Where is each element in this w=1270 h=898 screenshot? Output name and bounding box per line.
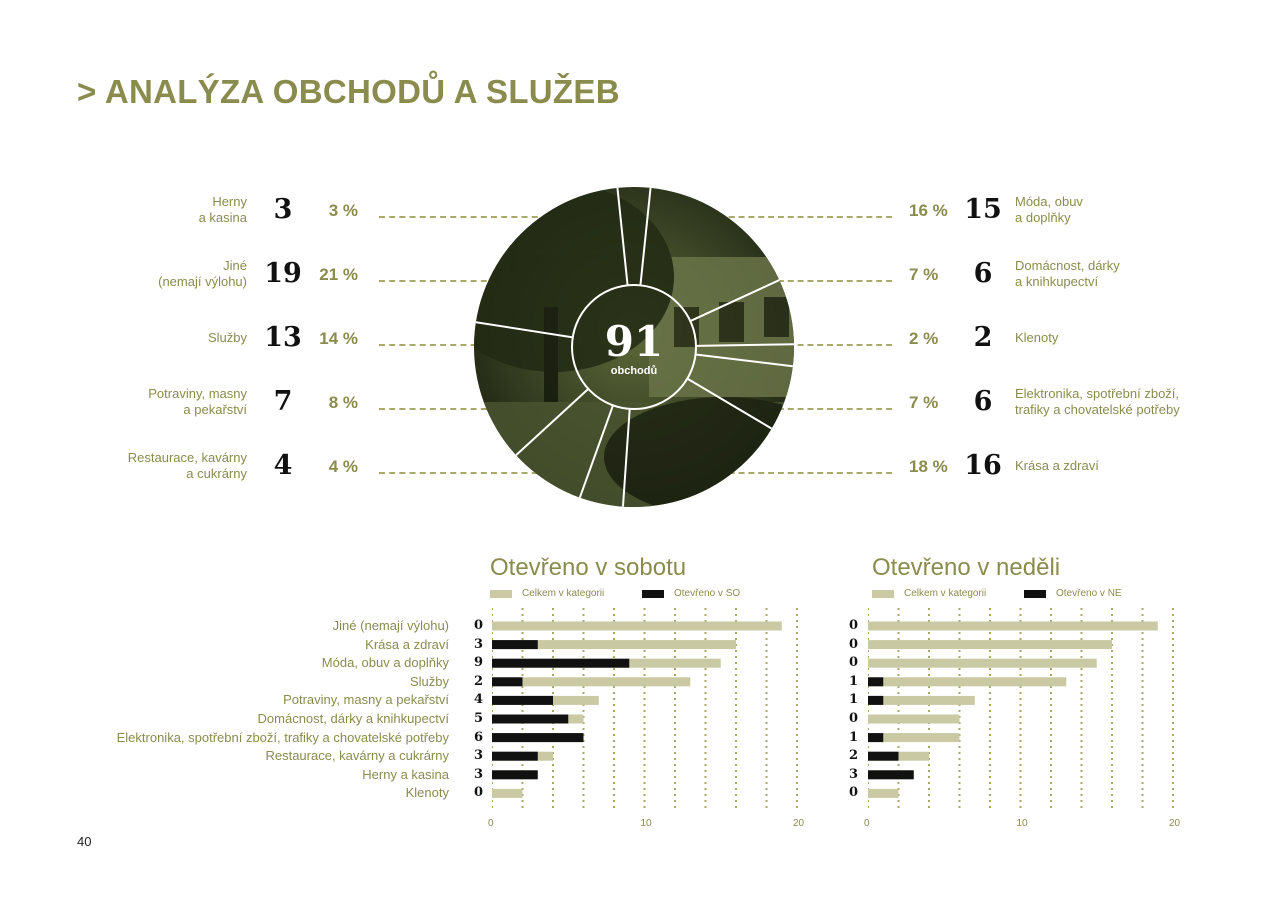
category-count: 16 [964,450,1002,481]
shops-pie-chart [474,187,794,507]
legend-swatch [490,590,512,598]
bar-open [868,770,914,779]
bar-total [868,640,1112,649]
shops-pie-photo [474,187,794,507]
bar-value-label: 3 [474,636,484,652]
category-percent: 4 % [328,457,358,476]
bar-open [492,752,538,761]
bar-category-label: Domácnost, dárky a knihkupectví [257,711,449,726]
category-label-right [1015,458,1099,474]
legend-item-open [1024,588,1122,599]
legend-item-total [490,588,604,599]
bar-total [868,659,1097,668]
bar-open [868,696,883,705]
bar-value-label: 3 [474,748,484,764]
category-label-right [1015,194,1083,226]
category-label-left [148,386,247,418]
bar-value-label: 1 [849,692,859,708]
category-count: 2 [973,322,993,353]
category-label-line: Móda, obuv [1015,194,1083,209]
bar-value-label: 0 [474,618,484,633]
bar-plot [492,608,812,818]
bar-open [868,752,899,761]
bar-category-label: Móda, obuv a doplňky [321,655,449,671]
chart-title: Otevřeno v sobotu [490,554,687,581]
bar-value-label: 3 [849,766,859,782]
bar-category-label: Restaurace, kavárny a cukrárny [265,748,449,764]
category-label-line: Jiné [223,258,247,273]
category-label-line: trafiky a chovatelské potřeby [1015,402,1180,417]
bar-value-label: 0 [849,785,859,801]
bar-category-label: Krása a zdraví [365,636,449,652]
bar-total [492,622,782,631]
legend-item-open [642,588,740,599]
bar-total [868,696,975,705]
bar-open [492,770,538,779]
center-total: 91 [604,317,664,366]
bar-category-label: Herny a kasina [362,766,449,782]
category-label-line: Herny [212,194,247,209]
page-title: > ANALÝZA OBCHODŮ A SLUŽEB [77,73,620,110]
category-label-line: Služby [207,330,247,345]
bar-value-label: 1 [849,673,859,689]
bar-open [492,733,584,742]
category-count: 7 [273,386,293,417]
bar-value-label: 0 [849,618,859,633]
category-label-line: a pekařství [183,402,247,417]
bar-category-label: Služby [409,673,449,689]
bar-total [492,789,523,798]
category-count: 13 [264,322,302,353]
category-label-line: a doplňky [1015,210,1071,225]
legend-label: Otevřeno v SO [674,588,741,599]
category-label-left [199,194,247,226]
legend-label: Celkem v kategorii [522,588,605,599]
category-label-line: Domácnost, dárky [1015,258,1120,273]
bar-value-label: 6 [474,729,484,745]
bar-open [868,677,883,686]
bar-open [492,715,568,724]
x-tick-label: 0 [488,818,494,829]
category-percent: 7 % [909,393,939,412]
bar-open [868,733,883,742]
bar-total [868,789,899,798]
category-count: 4 [273,450,293,481]
bar-value-label: 4 [474,692,484,708]
bar-plot [868,608,1188,818]
category-percent: 21 % [319,265,358,284]
category-label-line: Krása a zdraví [1015,458,1099,473]
bar-value-label: 5 [474,711,484,726]
category-label-left [128,450,247,482]
category-label-right [1015,258,1120,290]
page-number: 40 [77,834,92,849]
bar-category-label: Elektronika, spotřební zboží, trafiky a chovatelské potřeby [116,729,449,745]
category-label-line: (nemají výlohu) [158,274,247,289]
bar-total [868,715,960,724]
category-percent: 16 % [909,201,948,220]
bar-category-label: Klenoty [405,785,449,801]
bar-value-label: 0 [849,711,859,726]
bar-total [868,622,1158,631]
category-label-line: Restaurace, kavárny [127,450,247,465]
category-label-left [158,258,247,290]
category-label-right [1015,330,1058,346]
category-label-line: Klenoty [1015,330,1059,345]
bar-value-label: 3 [474,766,484,782]
category-percent: 3 % [328,201,358,220]
x-tick-label: 20 [793,818,805,829]
category-label-line: a knihkupectví [1015,274,1099,289]
bar-value-label: 0 [849,636,859,652]
category-percent: 7 % [909,265,939,284]
bar-open [492,640,538,649]
center-label: obchodů [610,365,658,377]
bar-category-label: Jiné (nemají výlohu) [332,618,449,633]
legend-swatch [872,590,894,598]
bar-open [492,659,629,668]
category-count: 15 [964,194,1002,225]
x-tick-label: 20 [1169,818,1181,829]
category-percent: 18 % [909,457,948,476]
category-label-right [1015,386,1180,418]
x-tick-label: 0 [864,818,870,829]
category-label-left [208,330,247,346]
category-count: 3 [273,194,293,225]
x-tick-label: 10 [1016,818,1028,829]
bar-value-label: 0 [849,655,859,671]
category-count: 6 [973,386,993,417]
legend-label: Celkem v kategorii [904,588,987,599]
bar-value-label: 2 [474,673,484,689]
bar-value-label: 0 [474,785,484,801]
bar-value-label: 1 [849,729,859,745]
category-label-line: a cukrárny [186,466,247,481]
bar-open [492,677,523,686]
category-label-line: Elektronika, spotřební zboží, [1015,386,1180,401]
category-label-line: Potraviny, masny [148,386,247,401]
legend-swatch [1024,590,1046,598]
bar-total [868,677,1066,686]
category-count: 6 [973,258,993,289]
chart-title: Otevřeno v neděli [872,554,1061,581]
category-count: 19 [264,258,302,289]
category-percent: 8 % [328,393,358,412]
category-percent: 14 % [319,329,358,348]
category-percent: 2 % [909,329,939,348]
legend-item-total [872,588,986,599]
category-label-line: a kasina [198,210,247,225]
bar-value-label: 2 [849,748,859,764]
bar-open [492,696,553,705]
x-tick-label: 10 [640,818,652,829]
bar-value-label: 9 [474,655,484,671]
bar-category-label: Potraviny, masny a pekařství [283,692,449,708]
legend-label: Otevřeno v NE [1056,588,1122,599]
legend-swatch [642,590,664,598]
